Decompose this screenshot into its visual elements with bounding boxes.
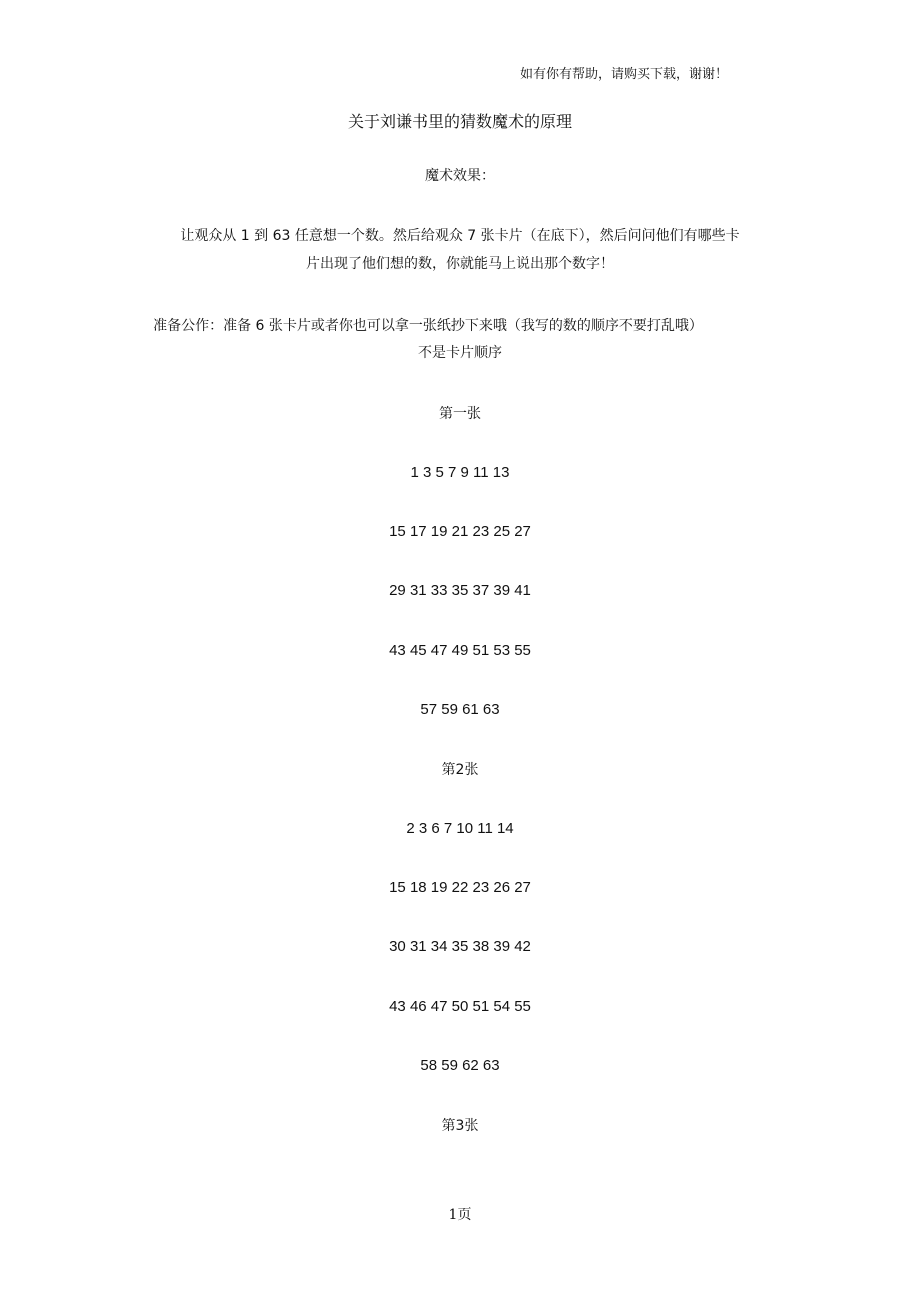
page-number: 1页 <box>448 1207 472 1223</box>
document-title: 关于刘谦书里的猜数魔术的原理 <box>347 112 572 131</box>
card-2-row: 43 46 47 50 51 54 55 <box>389 998 531 1015</box>
header-note: 如有你有帮助，请购买下载，谢谢！ <box>519 67 728 82</box>
card-2-row: 2 3 6 7 10 11 14 <box>406 820 514 837</box>
card-1-row: 43 45 47 49 51 53 55 <box>389 642 531 659</box>
prep-text-line-1: 准备公作：准备 6 张卡片或者你也可以拿一张纸抄下来哦（我写的数的顺序不要打乱哦） <box>153 318 703 334</box>
effect-text-line-1: 让观众从 1 到 63 任意想一个数。然后给观众 7 张卡片（在底下），然后问问他们有哪些卡 <box>180 228 740 244</box>
card-2-row: 30 31 34 35 38 39 42 <box>389 938 531 955</box>
effect-text-line-2: 片出现了他们想的数，你就能马上说出那个数字！ <box>306 256 614 272</box>
card-1-row: 57 59 61 63 <box>420 701 500 718</box>
card-1-row: 15 17 19 21 23 25 27 <box>389 523 531 540</box>
card-3-label: 第3张 <box>441 1118 479 1134</box>
card-1-row: 29 31 33 35 37 39 41 <box>389 582 531 599</box>
card-2-label: 第2张 <box>441 762 479 778</box>
card-2-row: 58 59 62 63 <box>420 1057 500 1074</box>
card-1-label: 第一张 <box>439 406 481 422</box>
effect-heading: 魔术效果： <box>425 168 495 184</box>
prep-text-line-2: 不是卡片顺序 <box>418 345 502 361</box>
card-1-row: 1 3 5 7 9 11 13 <box>410 464 510 481</box>
card-2-row: 15 18 19 22 23 26 27 <box>389 879 531 896</box>
